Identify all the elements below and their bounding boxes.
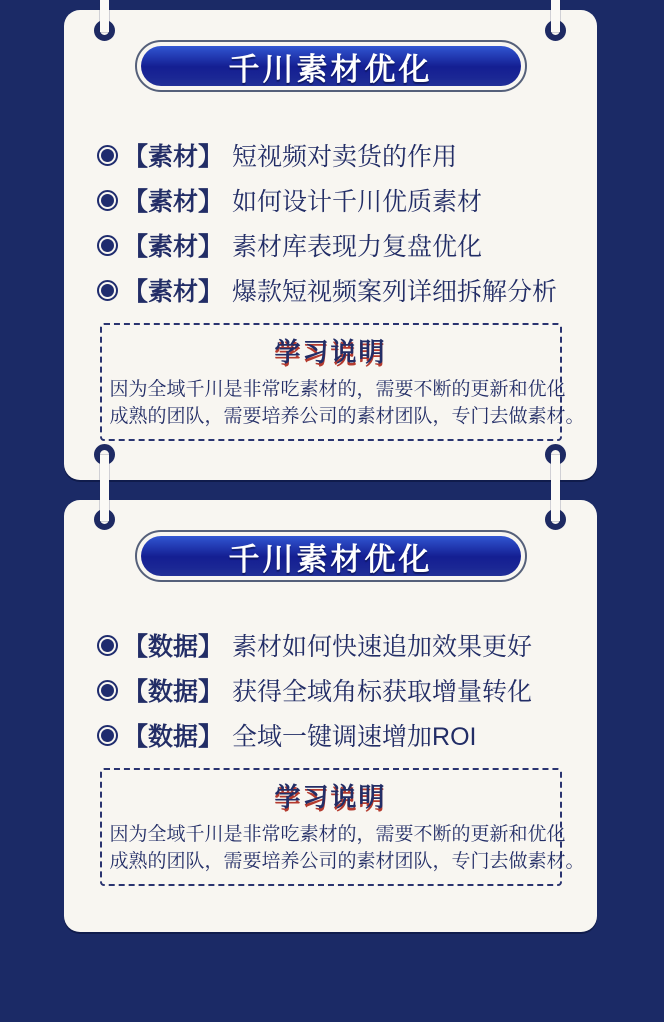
item-text: 素材如何快速追加效果更好 <box>232 633 533 661</box>
header-pill-inner <box>141 536 521 576</box>
header-pill-inner <box>141 46 521 86</box>
bullet-dot-icon <box>101 729 114 742</box>
note-line: 成熟的团队，需要培养公司的素材团队，专门去做素材。 <box>109 851 585 872</box>
list-item <box>97 273 597 307</box>
item-tag: 【素材】 <box>123 278 224 306</box>
item-text: 短视频对卖货的作用 <box>232 143 458 171</box>
list-item <box>97 628 597 662</box>
bullet-icon <box>97 235 118 256</box>
hanging-strap <box>100 455 109 521</box>
card-material-optimization-1 <box>64 10 597 480</box>
item-text: 素材库表现力复盘优化 <box>232 233 483 261</box>
bullet-dot-icon <box>101 639 114 652</box>
bullet-dot-icon <box>101 149 114 162</box>
bullet-icon <box>97 280 118 301</box>
topic-list <box>64 628 597 752</box>
topic-list <box>64 138 597 307</box>
item-text: 全域一键调速增加ROI <box>232 723 477 751</box>
header-pill <box>135 40 527 92</box>
item-text: 获得全域角标获取增量转化 <box>232 678 533 706</box>
note-title: 学习说明 <box>274 337 387 367</box>
item-tag: 【数据】 <box>123 678 224 706</box>
note-title: 学习说明 <box>274 782 387 812</box>
note-line: 因为全域千川是非常吃素材的，需要不断的更新和优化 <box>109 824 566 845</box>
list-item <box>97 718 597 752</box>
bullet-icon <box>97 725 118 746</box>
list-item <box>97 138 597 172</box>
bullet-icon <box>97 680 118 701</box>
bullet-dot-icon <box>101 239 114 252</box>
card-title: 千川素材优化 <box>228 541 433 577</box>
item-tag: 【数据】 <box>123 723 224 751</box>
bullet-dot-icon <box>101 194 114 207</box>
hanging-strap <box>100 0 109 32</box>
bullet-icon <box>97 145 118 166</box>
hanging-strap <box>551 0 560 32</box>
study-note-box <box>100 768 585 886</box>
study-note-box <box>100 323 585 441</box>
item-tag: 【素材】 <box>123 143 224 171</box>
note-line: 成熟的团队，需要培养公司的素材团队，专门去做素材。 <box>109 406 585 427</box>
bullet-dot-icon <box>101 284 114 297</box>
header-pill <box>135 530 527 582</box>
card-title: 千川素材优化 <box>228 51 433 87</box>
list-item <box>97 183 597 217</box>
bullet-icon <box>97 635 118 656</box>
item-tag: 【数据】 <box>123 633 224 661</box>
hanging-strap <box>551 455 560 521</box>
bullet-dot-icon <box>101 684 114 697</box>
bullet-icon <box>97 190 118 211</box>
item-tag: 【素材】 <box>123 188 224 216</box>
list-item <box>97 228 597 262</box>
item-text: 如何设计千川优质素材 <box>232 188 483 216</box>
item-tag: 【素材】 <box>123 233 224 261</box>
list-item <box>97 673 597 707</box>
note-line: 因为全域千川是非常吃素材的，需要不断的更新和优化 <box>109 379 566 400</box>
item-text: 爆款短视频案列详细拆解分析 <box>232 278 558 306</box>
card-material-optimization-2 <box>64 500 597 932</box>
